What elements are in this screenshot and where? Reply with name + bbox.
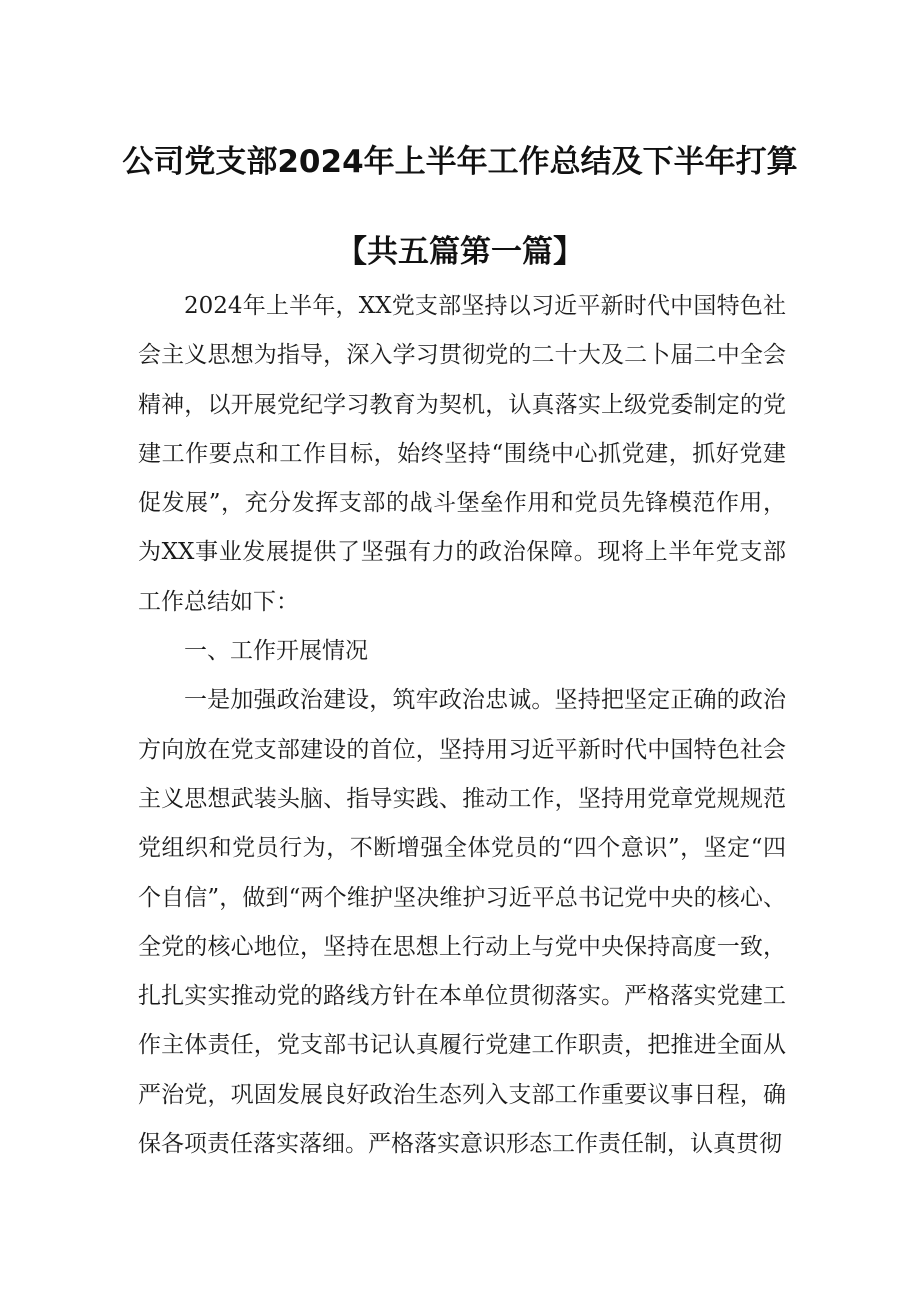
document-title: 公司党支部2024年上半年工作总结及下半年打算 [122,144,798,180]
document-subtitle: 【共五篇第一篇】 [336,234,584,270]
section-heading: 一、工作开展情况 [184,638,368,665]
paragraph-intro: 2024年上半年，XX党支部坚持以习近平新时代中国特色社会主义思想为指导，深入学习贯彻党的二十大及二卜届二中全会精神，以开展党纪学习教育为契机，认真落实上级党委制定的党建工作要点和工作目标，始终坚持“围绕中心抓党建，抓好党建促发展”，充分发挥支部的战斗堡垒作用和党员先锋模范作用，为XX事业发展提供了坚强有力的政治保障。现将上半年党支部工作总结如下： [138,293,786,615]
document-body [138,282,786,1169]
paragraph-political-building: 一是加强政治建设，筑牢政治忠诚。坚持把坚定正确的政治方向放在党支部建设的首位，坚持用习近平新时代中国特色社会主义思想武装头脑、指导实践、推动工作，坚持用党章党规规范党组织和党员行为，不断增强全体党员的“四个意识”，坚定“四个自信”，做到“两个维护坚决维护习近平总书记党中央的核心、全党的核心地位，坚持在思想上行动上与党中央保持高度一致，扎扎实实推动党的路线方针在本单位贯彻落实。严格落实党建工作主体责任，党支部书记认真履行党建工作职责，把推进全面从严治党，巩固发展良好政治生态列入支部工作重要议事日程，确保各项责任落实落细。严格落实意识形态工作责任制，认真贯彻 [138,687,786,1158]
